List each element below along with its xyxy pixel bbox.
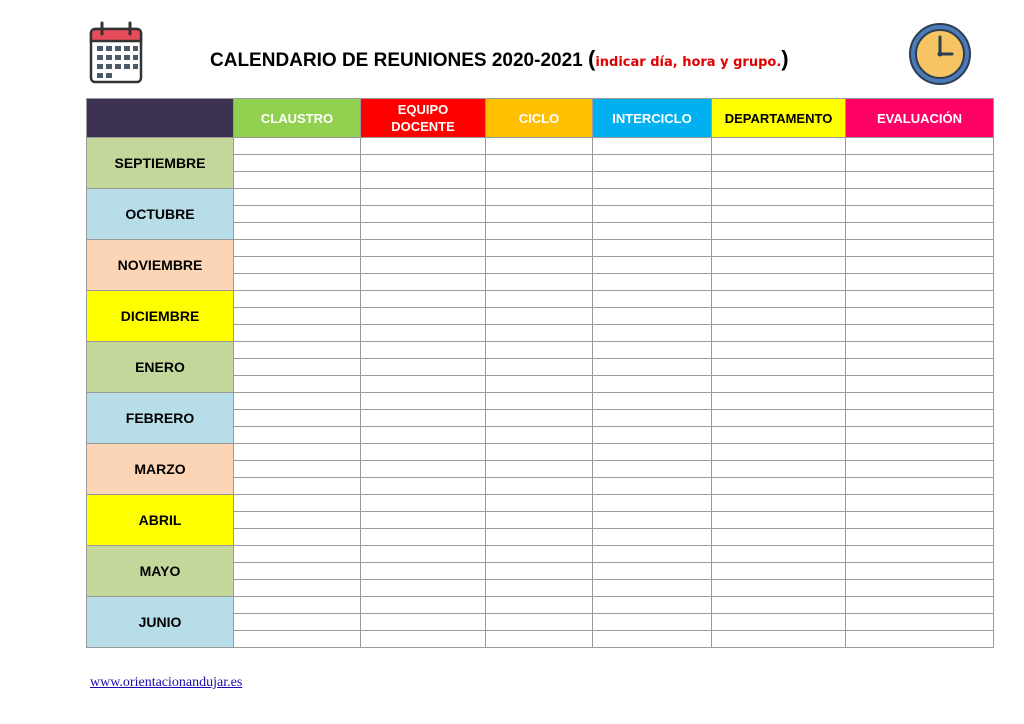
- schedule-cell[interactable]: [486, 223, 593, 240]
- table-row: [87, 342, 994, 359]
- schedule-cell[interactable]: [593, 359, 712, 376]
- schedule-cell[interactable]: [361, 308, 486, 325]
- schedule-cell[interactable]: [361, 376, 486, 393]
- schedule-cell[interactable]: [846, 138, 994, 155]
- schedule-cell[interactable]: [234, 308, 361, 325]
- schedule-cell[interactable]: [486, 631, 593, 648]
- schedule-cell[interactable]: [593, 461, 712, 478]
- schedule-cell[interactable]: [486, 478, 593, 495]
- schedule-cell[interactable]: [361, 461, 486, 478]
- schedule-cell[interactable]: [486, 444, 593, 461]
- schedule-cell[interactable]: [486, 274, 593, 291]
- schedule-cell[interactable]: [846, 206, 994, 223]
- schedule-cell[interactable]: [712, 155, 846, 172]
- schedule-cell[interactable]: [486, 410, 593, 427]
- schedule-cell[interactable]: [846, 359, 994, 376]
- schedule-cell[interactable]: [593, 580, 712, 597]
- column-header: EVALUACIÓN: [846, 99, 994, 138]
- table-row: [87, 189, 994, 206]
- schedule-cell[interactable]: [712, 614, 846, 631]
- schedule-cell[interactable]: [234, 138, 361, 155]
- schedule-cell[interactable]: [712, 291, 846, 308]
- schedule-cell[interactable]: [846, 529, 994, 546]
- title-text: CALENDARIO DE REUNIONES 2020-2021: [210, 50, 583, 71]
- schedule-cell[interactable]: [234, 614, 361, 631]
- schedule-cell[interactable]: [361, 427, 486, 444]
- schedule-cell[interactable]: [593, 614, 712, 631]
- schedule-cell[interactable]: [712, 393, 846, 410]
- schedule-cell[interactable]: [234, 257, 361, 274]
- schedule-cell[interactable]: [593, 546, 712, 563]
- column-header: DEPARTAMENTO: [712, 99, 846, 138]
- schedule-cell[interactable]: [361, 410, 486, 427]
- schedule-cell[interactable]: [846, 512, 994, 529]
- schedule-cell[interactable]: [486, 393, 593, 410]
- schedule-cell[interactable]: [846, 274, 994, 291]
- month-label: MARZO: [87, 444, 234, 495]
- schedule-cell[interactable]: [486, 461, 593, 478]
- schedule-cell[interactable]: [712, 495, 846, 512]
- schedule-cell[interactable]: [593, 291, 712, 308]
- schedule-cell[interactable]: [361, 597, 486, 614]
- schedule-cell[interactable]: [234, 240, 361, 257]
- schedule-cell[interactable]: [712, 240, 846, 257]
- schedule-cell[interactable]: [486, 563, 593, 580]
- schedule-cell[interactable]: [234, 580, 361, 597]
- schedule-cell[interactable]: [846, 444, 994, 461]
- table-row: [87, 597, 994, 614]
- schedule-cell[interactable]: [486, 580, 593, 597]
- schedule-cell[interactable]: [593, 478, 712, 495]
- schedule-cell[interactable]: [593, 376, 712, 393]
- schedule-cell[interactable]: [234, 376, 361, 393]
- schedule-cell[interactable]: [234, 427, 361, 444]
- schedule-cell[interactable]: [712, 478, 846, 495]
- schedule-cell[interactable]: [593, 223, 712, 240]
- schedule-cell[interactable]: [486, 427, 593, 444]
- schedule-cell[interactable]: [486, 546, 593, 563]
- schedule-cell[interactable]: [361, 240, 486, 257]
- schedule-cell[interactable]: [712, 461, 846, 478]
- column-header: EQUIPO DOCENTE: [361, 99, 486, 138]
- schedule-cell[interactable]: [593, 206, 712, 223]
- schedule-cell[interactable]: [486, 291, 593, 308]
- schedule-cell[interactable]: [712, 631, 846, 648]
- month-label: JUNIO: [87, 597, 234, 648]
- schedule-cell[interactable]: [593, 240, 712, 257]
- schedule-cell[interactable]: [846, 461, 994, 478]
- schedule-cell[interactable]: [593, 342, 712, 359]
- schedule-cell[interactable]: [361, 359, 486, 376]
- schedule-cell[interactable]: [846, 393, 994, 410]
- schedule-cell[interactable]: [712, 580, 846, 597]
- schedule-cell[interactable]: [486, 189, 593, 206]
- schedule-cell[interactable]: [846, 376, 994, 393]
- column-header: INTERCICLO: [593, 99, 712, 138]
- schedule-cell[interactable]: [361, 529, 486, 546]
- month-label: NOVIEMBRE: [87, 240, 234, 291]
- clock-icon: [907, 21, 973, 87]
- schedule-cell[interactable]: [234, 189, 361, 206]
- schedule-cell[interactable]: [234, 359, 361, 376]
- schedule-cell[interactable]: [361, 274, 486, 291]
- schedule-cell[interactable]: [846, 172, 994, 189]
- schedule-cell[interactable]: [593, 427, 712, 444]
- column-header: CICLO: [486, 99, 593, 138]
- schedule-cell[interactable]: [361, 478, 486, 495]
- schedule-cell[interactable]: [712, 563, 846, 580]
- schedule-cell[interactable]: [361, 580, 486, 597]
- month-label: SEPTIEMBRE: [87, 138, 234, 189]
- schedule-cell[interactable]: [593, 308, 712, 325]
- schedule-cell[interactable]: [234, 631, 361, 648]
- schedule-cell[interactable]: [846, 155, 994, 172]
- column-header: CLAUSTRO: [234, 99, 361, 138]
- schedule-cell[interactable]: [234, 393, 361, 410]
- schedule-cell[interactable]: [234, 155, 361, 172]
- schedule-cell[interactable]: [486, 138, 593, 155]
- schedule-cell[interactable]: [486, 529, 593, 546]
- title-open-paren: (: [588, 46, 596, 71]
- schedule-cell[interactable]: [712, 427, 846, 444]
- schedule-cell[interactable]: [361, 444, 486, 461]
- schedule-cell[interactable]: [593, 563, 712, 580]
- month-label: MAYO: [87, 546, 234, 597]
- schedule-cell[interactable]: [486, 359, 593, 376]
- schedule-cell[interactable]: [234, 597, 361, 614]
- corner-cell: [87, 99, 234, 138]
- schedule-cell[interactable]: [846, 223, 994, 240]
- month-label: ENERO: [87, 342, 234, 393]
- schedule-cell[interactable]: [486, 614, 593, 631]
- schedule-cell[interactable]: [593, 325, 712, 342]
- schedule-cell[interactable]: [712, 138, 846, 155]
- schedule-cell[interactable]: [361, 325, 486, 342]
- schedule-cell[interactable]: [846, 495, 994, 512]
- schedule-cell[interactable]: [361, 172, 486, 189]
- header-row: [87, 99, 994, 138]
- schedule-cell[interactable]: [593, 172, 712, 189]
- schedule-cell[interactable]: [234, 444, 361, 461]
- table-row: [87, 546, 994, 563]
- schedule-cell[interactable]: [846, 546, 994, 563]
- table-row: [87, 291, 994, 308]
- schedule-cell[interactable]: [846, 427, 994, 444]
- schedule-cell[interactable]: [712, 206, 846, 223]
- schedule-cell[interactable]: [712, 274, 846, 291]
- schedule-cell[interactable]: [712, 189, 846, 206]
- schedule-cell[interactable]: [234, 563, 361, 580]
- schedule-cell[interactable]: [486, 240, 593, 257]
- month-label: DICIEMBRE: [87, 291, 234, 342]
- schedule-cell[interactable]: [234, 291, 361, 308]
- schedule-cell[interactable]: [593, 393, 712, 410]
- schedule-cell[interactable]: [593, 495, 712, 512]
- table-row: [87, 240, 994, 257]
- schedule-cell[interactable]: [234, 206, 361, 223]
- schedule-cell[interactable]: [486, 597, 593, 614]
- schedule-cell[interactable]: [234, 478, 361, 495]
- schedule-cell[interactable]: [361, 223, 486, 240]
- schedule-cell[interactable]: [361, 393, 486, 410]
- schedule-cell[interactable]: [361, 189, 486, 206]
- schedule-cell[interactable]: [593, 257, 712, 274]
- schedule-cell[interactable]: [234, 172, 361, 189]
- schedule-cell[interactable]: [486, 342, 593, 359]
- schedule-cell[interactable]: [234, 325, 361, 342]
- schedule-cell[interactable]: [846, 580, 994, 597]
- schedule-cell[interactable]: [486, 376, 593, 393]
- table-row: [87, 138, 994, 155]
- month-label: ABRIL: [87, 495, 234, 546]
- schedule-cell[interactable]: [712, 410, 846, 427]
- schedule-cell[interactable]: [234, 546, 361, 563]
- page-title: [210, 44, 789, 74]
- schedule-cell[interactable]: [593, 138, 712, 155]
- schedule-cell[interactable]: [361, 155, 486, 172]
- schedule-cell[interactable]: [712, 172, 846, 189]
- schedule-cell[interactable]: [846, 478, 994, 495]
- schedule-cell[interactable]: [846, 291, 994, 308]
- schedule-cell[interactable]: [361, 138, 486, 155]
- schedule-cell[interactable]: [712, 597, 846, 614]
- table-row: [87, 495, 994, 512]
- schedule-cell[interactable]: [712, 325, 846, 342]
- schedule-cell[interactable]: [593, 410, 712, 427]
- schedule-cell[interactable]: [593, 155, 712, 172]
- schedule-cell[interactable]: [712, 342, 846, 359]
- title-close-paren: ): [781, 46, 789, 71]
- schedule-cell[interactable]: [486, 257, 593, 274]
- table-row: [87, 444, 994, 461]
- schedule-cell[interactable]: [361, 631, 486, 648]
- schedule-cell[interactable]: [593, 597, 712, 614]
- schedule-cell[interactable]: [712, 308, 846, 325]
- website-link[interactable]: www.orientacionandujar.es: [90, 675, 243, 690]
- schedule-cell[interactable]: [712, 223, 846, 240]
- meetings-table: [86, 98, 994, 648]
- table-row: [87, 393, 994, 410]
- schedule-cell[interactable]: [234, 512, 361, 529]
- schedule-cell[interactable]: [361, 495, 486, 512]
- schedule-cell[interactable]: [486, 495, 593, 512]
- schedule-cell[interactable]: [846, 342, 994, 359]
- schedule-cell[interactable]: [486, 206, 593, 223]
- schedule-cell[interactable]: [486, 512, 593, 529]
- schedule-cell[interactable]: [234, 223, 361, 240]
- schedule-cell[interactable]: [361, 342, 486, 359]
- schedule-cell[interactable]: [486, 172, 593, 189]
- schedule-cell[interactable]: [846, 631, 994, 648]
- schedule-cell[interactable]: [712, 257, 846, 274]
- schedule-cell[interactable]: [234, 529, 361, 546]
- schedule-cell[interactable]: [846, 240, 994, 257]
- schedule-cell[interactable]: [486, 308, 593, 325]
- schedule-cell[interactable]: [846, 563, 994, 580]
- schedule-cell[interactable]: [486, 155, 593, 172]
- month-label: OCTUBRE: [87, 189, 234, 240]
- schedule-cell[interactable]: [234, 495, 361, 512]
- calendar-icon: [88, 21, 144, 85]
- schedule-cell[interactable]: [234, 410, 361, 427]
- schedule-cell[interactable]: [593, 189, 712, 206]
- schedule-cell[interactable]: [712, 529, 846, 546]
- schedule-cell[interactable]: [846, 308, 994, 325]
- schedule-cell[interactable]: [593, 529, 712, 546]
- schedule-cell[interactable]: [846, 189, 994, 206]
- schedule-cell[interactable]: [846, 614, 994, 631]
- schedule-cell[interactable]: [846, 597, 994, 614]
- schedule-cell[interactable]: [234, 274, 361, 291]
- schedule-cell[interactable]: [593, 512, 712, 529]
- schedule-cell[interactable]: [712, 546, 846, 563]
- schedule-cell[interactable]: [361, 257, 486, 274]
- schedule-cell[interactable]: [846, 257, 994, 274]
- schedule-cell[interactable]: [593, 631, 712, 648]
- schedule-cell[interactable]: [712, 376, 846, 393]
- table-body: [87, 138, 994, 648]
- schedule-cell[interactable]: [846, 410, 994, 427]
- schedule-cell[interactable]: [234, 342, 361, 359]
- schedule-cell[interactable]: [712, 359, 846, 376]
- schedule-cell[interactable]: [712, 444, 846, 461]
- schedule-cell[interactable]: [361, 614, 486, 631]
- schedule-cell[interactable]: [234, 461, 361, 478]
- schedule-cell[interactable]: [593, 274, 712, 291]
- schedule-cell[interactable]: [361, 206, 486, 223]
- schedule-cell[interactable]: [361, 563, 486, 580]
- month-label: FEBRERO: [87, 393, 234, 444]
- schedule-cell[interactable]: [712, 512, 846, 529]
- title-note: indicar día, hora y grupo.: [595, 55, 782, 70]
- schedule-cell[interactable]: [361, 291, 486, 308]
- schedule-cell[interactable]: [846, 325, 994, 342]
- schedule-cell[interactable]: [361, 512, 486, 529]
- schedule-cell[interactable]: [486, 325, 593, 342]
- schedule-cell[interactable]: [361, 546, 486, 563]
- schedule-cell[interactable]: [593, 444, 712, 461]
